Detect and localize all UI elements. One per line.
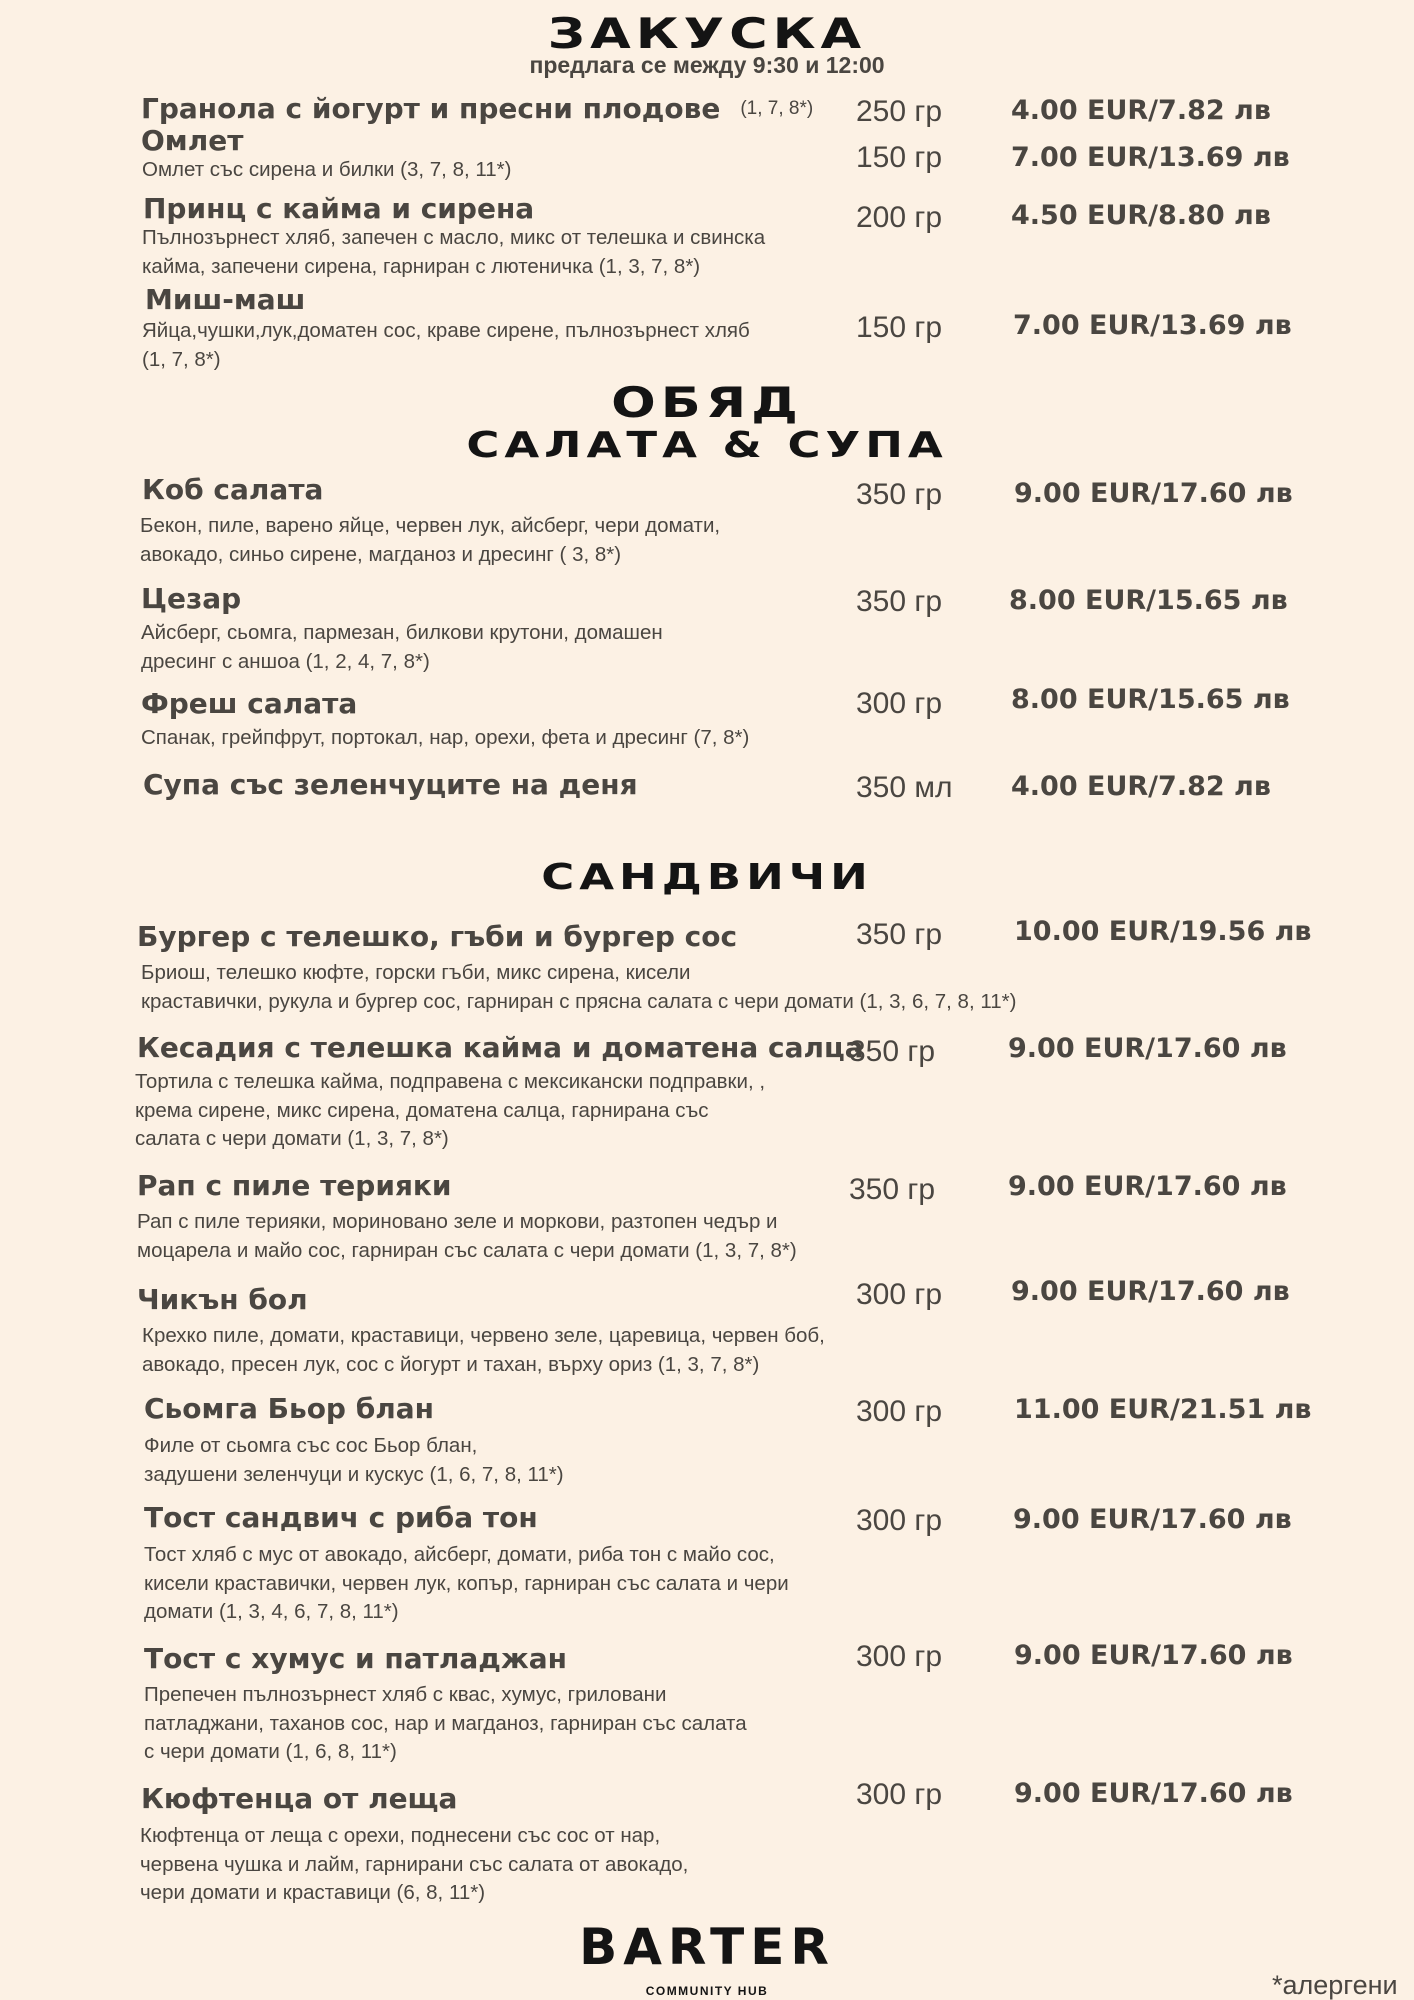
item-quantity: 250 гр: [856, 95, 943, 128]
item-quantity: 350 гр: [856, 478, 943, 511]
menu-item-name: [141, 92, 814, 125]
menu-item-description: Яйца,чушки,лук,доматен сос, краве сирене, пълнозърнест хляб (1, 7, 8*): [142, 319, 750, 371]
item-quantity: 300 гр: [856, 1395, 943, 1428]
menu-item-name: Омлет: [141, 124, 244, 157]
item-price: 10.00 EUR/19.56 лв: [1014, 916, 1312, 947]
granola-name: Гранола с йогурт и пресни плодове: [141, 92, 721, 125]
menu-item-name: Рап с пиле терияки: [137, 1169, 452, 1202]
item-quantity: 350 мл: [856, 771, 953, 804]
item-price: 11.00 EUR/21.51 лв: [1014, 1394, 1312, 1425]
item-price: 7.00 EUR/13.69 лв: [1013, 310, 1292, 341]
menu-item-name: Супа със зеленчуците на деня: [143, 768, 638, 801]
menu-item-name: Тост с хумус и патладжан: [144, 1642, 568, 1675]
item-price: 7.00 EUR/13.69 лв: [1011, 142, 1290, 173]
item-quantity: 200 гр: [856, 201, 943, 234]
menu-item-name: Тост сандвич с риба тон: [144, 1501, 538, 1534]
menu-item-name: Миш-маш: [145, 283, 306, 316]
menu-item-description: Филе от сьомга със сос Бьор блан, задушени зеленчуци и кускус (1, 6, 7, 8, 11*): [144, 1434, 564, 1486]
menu-item-description: Рап с пиле терияки, мориновано зеле и моркови, разтопен чедър и моцарела и майо сос, гарниран със салата с чери домати (1, 3, 7, 8*): [137, 1210, 797, 1262]
menu-item-description: Омлет със сирена и билки (3, 7, 8, 11*): [142, 158, 512, 181]
barter-logo: BARTER: [579, 1918, 835, 1976]
item-quantity: 300 гр: [856, 1640, 943, 1673]
menu-item-description: Препечен пълнозърнест хляб с квас, хумус, гриловани патладжани, таханов сос, нар и магданоз, гарниран със салата с чери домати (1, 6, 8, 11*): [144, 1683, 747, 1763]
item-price: 9.00 EUR/17.60 лв: [1013, 1504, 1292, 1535]
menu-item-description: Спанак, грейпфрут, портокал, нар, орехи, фета и дресинг (7, 8*): [141, 726, 750, 749]
item-price: 9.00 EUR/17.60 лв: [1011, 1276, 1290, 1307]
breakfast-hours: предлага се между 9:30 и 12:00: [529, 52, 885, 78]
menu-item-name: Бургер с телешко, гъби и бургер сос: [137, 920, 738, 953]
menu-item-name: Коб салата: [142, 473, 324, 506]
item-quantity: 300 гр: [856, 1504, 943, 1537]
item-price: 9.00 EUR/17.60 лв: [1014, 478, 1293, 509]
item-price: 8.00 EUR/15.65 лв: [1011, 684, 1290, 715]
item-price: 8.00 EUR/15.65 лв: [1009, 585, 1288, 616]
menu-item-name: Кюфтенца от леща: [141, 1782, 458, 1815]
item-price: 9.00 EUR/17.60 лв: [1008, 1033, 1287, 1064]
menu-item-name: Чикън бол: [137, 1283, 308, 1316]
item-quantity: 150 гр: [856, 311, 943, 344]
menu-item-name: Цезар: [141, 582, 242, 615]
item-quantity: 300 гр: [856, 1778, 943, 1811]
item-quantity: 300 гр: [856, 687, 943, 720]
allergens-label: (1, 7, 8*): [740, 98, 814, 119]
menu-item-name: Принц с кайма и сирена: [143, 192, 535, 225]
item-quantity: 350 гр: [856, 918, 943, 951]
barter-logo-subtitle: COMMUNITY HUB: [645, 1984, 769, 1998]
item-quantity: 350 гр: [849, 1035, 936, 1068]
item-quantity: 300 гр: [856, 1278, 943, 1311]
menu-item-name: Сьомга Бьор блан: [144, 1392, 435, 1425]
menu-item-description: Пълнозърнест хляб, запечен с масло, микс от телешка и свинска кайма, запечени сирена, гарниран с лютеничка (1, 3, 7, 8*): [142, 226, 766, 278]
item-quantity: 150 гр: [856, 141, 943, 174]
allergens-footnote: *алергени: [1272, 1970, 1398, 2000]
menu-item-description: Тост хляб с мус от авокадо, айсберг, домати, риба тон с майо сос, кисели краставички, червен лук, копър, гарниран със салата и чери домати (1, 3, 4, 6, 7, 8, 11*): [144, 1543, 789, 1623]
menu-item-name: Фреш салата: [141, 687, 358, 720]
section-title-lunch: ОБЯД: [611, 378, 803, 427]
section-subtitle-salad-soup: САЛАТА & СУПА: [466, 425, 948, 466]
menu-item-description: Крехко пиле, домати, краставици, червено зеле, царевица, червен боб, авокадо, пресен лук, сос с йогурт и тахан, върху ориз (1, 3, 7, 8*): [142, 1324, 825, 1376]
menu-item-description: Айсберг, сьомга, пармезан, билкови крутони, домашен дресинг с аншоа (1, 2, 4, 7, 8*): [141, 621, 663, 673]
menu-item-description: Бриош, телешко кюфте, горски гъби, микс сирена, кисели краставички, рукула и бургер сос, гарниран с прясна салата с чери домати (1, 3, 6, 7, 8, 11*): [141, 961, 1017, 1013]
item-quantity: 350 гр: [856, 585, 943, 618]
menu-item-description: Кюфтенца от леща с орехи, поднесени със сос от нар, червена чушка и лайм, гарнирани със салата от авокадо, чери домати и краставици (6, 8, 11*): [140, 1824, 689, 1904]
section-title-breakfast: ЗАКУСКА: [547, 9, 867, 58]
item-price: 9.00 EUR/17.60 лв: [1014, 1640, 1293, 1671]
item-quantity: 350 гр: [849, 1173, 936, 1206]
item-price: 4.00 EUR/7.82 лв: [1011, 771, 1271, 802]
menu-item-description: Тортила с телешка кайма, подправена с мексикански подправки, , крема сирене, микс сирена, доматена салца, гарнирана със салата с чери домати (1, 3, 7, 8*): [135, 1070, 766, 1150]
item-price: 9.00 EUR/17.60 лв: [1008, 1171, 1287, 1202]
item-price: 4.00 EUR/7.82 лв: [1011, 95, 1271, 126]
item-price: 9.00 EUR/17.60 лв: [1014, 1778, 1293, 1809]
menu-item-name: Кесадия с телешка кайма и доматена салца: [137, 1031, 864, 1064]
menu-item-description: Бекон, пиле, варено яйце, червен лук, айсберг, чери домати, авокадо, синьо сирене, магданоз и дресинг ( 3, 8*): [140, 514, 721, 566]
section-title-sandwiches: САНДВИЧИ: [541, 857, 873, 898]
item-price: 4.50 EUR/8.80 лв: [1011, 200, 1271, 231]
